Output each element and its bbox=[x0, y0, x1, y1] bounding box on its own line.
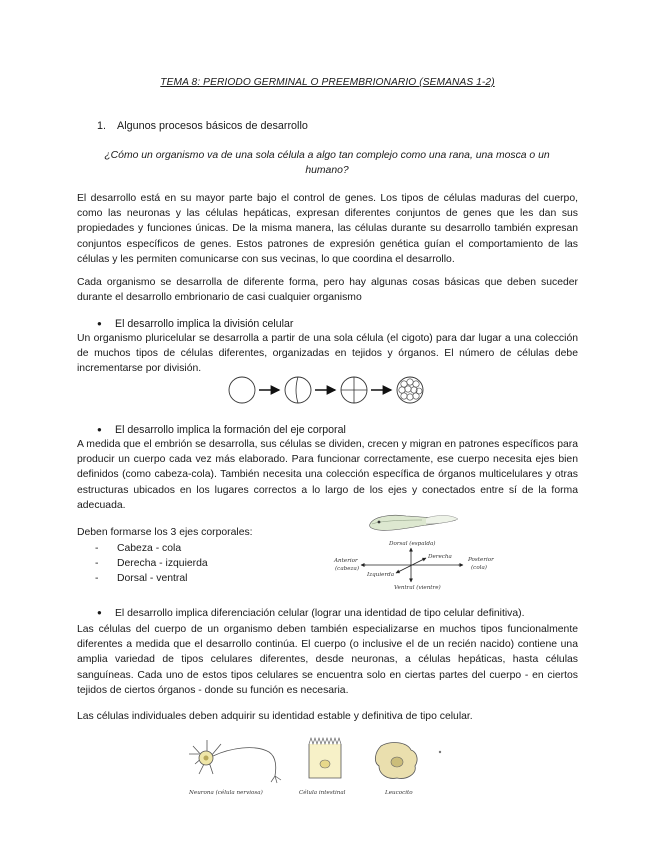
body-axes-figure bbox=[330, 508, 495, 592]
page-title: TEMA 8: PERIODO GERMINAL O PREEMBRIONARIO (SEMANAS 1-2) bbox=[160, 77, 495, 88]
paragraph-cada-organismo: Cada organismo se desarrolla de diferente forma, pero hay algunas cosas básicas que deben suceder durante el desarrollo embrionario de casi cualquier organismo bbox=[77, 277, 578, 304]
cell-types-figure bbox=[185, 732, 450, 802]
label-dorsal: Dorsal (espalda) bbox=[389, 541, 436, 547]
axis-item-dorsal-ventral: Dorsal - ventral bbox=[117, 573, 188, 584]
label-neurona: Neurona (célula nerviosa) bbox=[189, 790, 263, 796]
label-posterior-sub: (cola) bbox=[471, 565, 487, 571]
label-intestinal: Célula intestinal bbox=[299, 790, 346, 796]
bullet-dot: ● bbox=[97, 425, 102, 434]
four-cell-stage bbox=[341, 377, 367, 403]
arrow-izquierda bbox=[396, 571, 400, 573]
morula-stage bbox=[397, 377, 423, 403]
bullet-text: El desarrollo implica la división celular bbox=[115, 318, 294, 330]
axis-item-derecha-izquierda: Derecha - izquierda bbox=[117, 558, 208, 569]
paragraph-division: Un organismo pluricelular se desarrolla a partir de una sola célula (el cigoto) para dar lugar a una colección de muchos tipos de células diferentes, organizadas en tejidos y órganos. El número de células debe incrementarse por división. bbox=[77, 333, 578, 375]
paragraph-intro: El desarrollo está en su mayor parte bajo el control de genes. Los tipos de células maduras del cuerpo, como las neuronas y las células hepáticas, expresan diferentes conjuntos de genes que les dan sus propiedades y funciones únicas. De la misma manera, las células durante su desarrollo también expresan conjuntos específicos de genes. Estos patrones de expresión genética guían el comportamiento de las células y les permiten comunicarse con sus vecinas, lo que coordina el desarrollo. bbox=[77, 193, 578, 265]
list-dash: - bbox=[95, 558, 99, 569]
label-ventral: Ventral (vientre) bbox=[394, 585, 441, 591]
intestinal-cell-drawing bbox=[309, 738, 341, 778]
paragraph-identidad: Las células individuales deben adquirir su identidad estable y definitiva de tipo celular. bbox=[77, 711, 473, 722]
bullet-division-celular bbox=[97, 318, 293, 330]
bullet-dot: ● bbox=[97, 319, 102, 328]
axes-list-intro: Deben formarse los 3 ejes corporales: bbox=[77, 527, 253, 538]
bullet-dot: ● bbox=[97, 608, 102, 617]
list-dash: - bbox=[95, 573, 99, 584]
bullet-diferenciacion bbox=[97, 608, 525, 619]
bullet-text: El desarrollo implica diferenciación celular (lograr una identidad de tipo celular definitiva). bbox=[115, 608, 525, 619]
label-leucocito: Leucocito bbox=[385, 790, 413, 796]
bullet-text: El desarrollo implica la formación del eje corporal bbox=[115, 424, 346, 436]
arrow-derecha bbox=[422, 558, 426, 560]
label-derecha: Derecha bbox=[428, 554, 452, 560]
paragraph-diferenciacion: Las células del cuerpo de un organismo deben también especializarse en muchos tipos funcionalmente diferentes a medida que el desarrollo continúa. El cuerpo (o inclusive el de un recién nacido) contiene una amplia variedad de tipos celulares diferentes, desde neuronas, a células hepáticas, hasta células sanguíneas. Cada uno de estos tipos celulares se encuentra solo en ciertas partes del cuerpo - en ciertos tejidos de ciertos órganos - donde su función es necesaria. bbox=[77, 624, 578, 696]
paragraph-eje: A medida que el embrión se desarrolla, sus células se dividen, crecen y migran en patrones específicos para producir un cuerpo cada vez más elaborado. Para funcionar correctamente, ese cuerpo necesita ejes bien definidos (como cabeza-cola). También necesita una colección específica de órganos multicelulares y otras estructuras ubicados en los lugares correctos a lo largo de los ejes y conectados entre sí de la forma adecuada. bbox=[77, 439, 578, 511]
zygote-cell bbox=[229, 377, 255, 403]
label-izquierda: Izquierda bbox=[367, 572, 395, 578]
bullet-eje-corporal bbox=[97, 424, 346, 436]
label-anterior: Anterior bbox=[334, 558, 358, 564]
leukocyte-drawing bbox=[375, 743, 441, 779]
label-posterior: Posterior bbox=[468, 557, 494, 563]
section-title: Algunos procesos básicos de desarrollo bbox=[117, 120, 308, 132]
neuron-drawing bbox=[189, 740, 281, 783]
cell-division-figure bbox=[222, 373, 442, 407]
list-dash: - bbox=[95, 543, 99, 554]
guiding-question: ¿Cómo un organismo va de una sola célula a algo tan complejo como una rana, una mosca o un humano? bbox=[104, 150, 550, 176]
section-number: 1. bbox=[97, 120, 107, 132]
axis-item-cabeza-cola: Cabeza - cola bbox=[117, 543, 182, 554]
label-anterior-sub: (cabeza) bbox=[335, 566, 360, 572]
section-heading bbox=[97, 120, 308, 132]
two-cell-stage bbox=[285, 377, 311, 403]
tadpole-drawing bbox=[370, 515, 458, 530]
